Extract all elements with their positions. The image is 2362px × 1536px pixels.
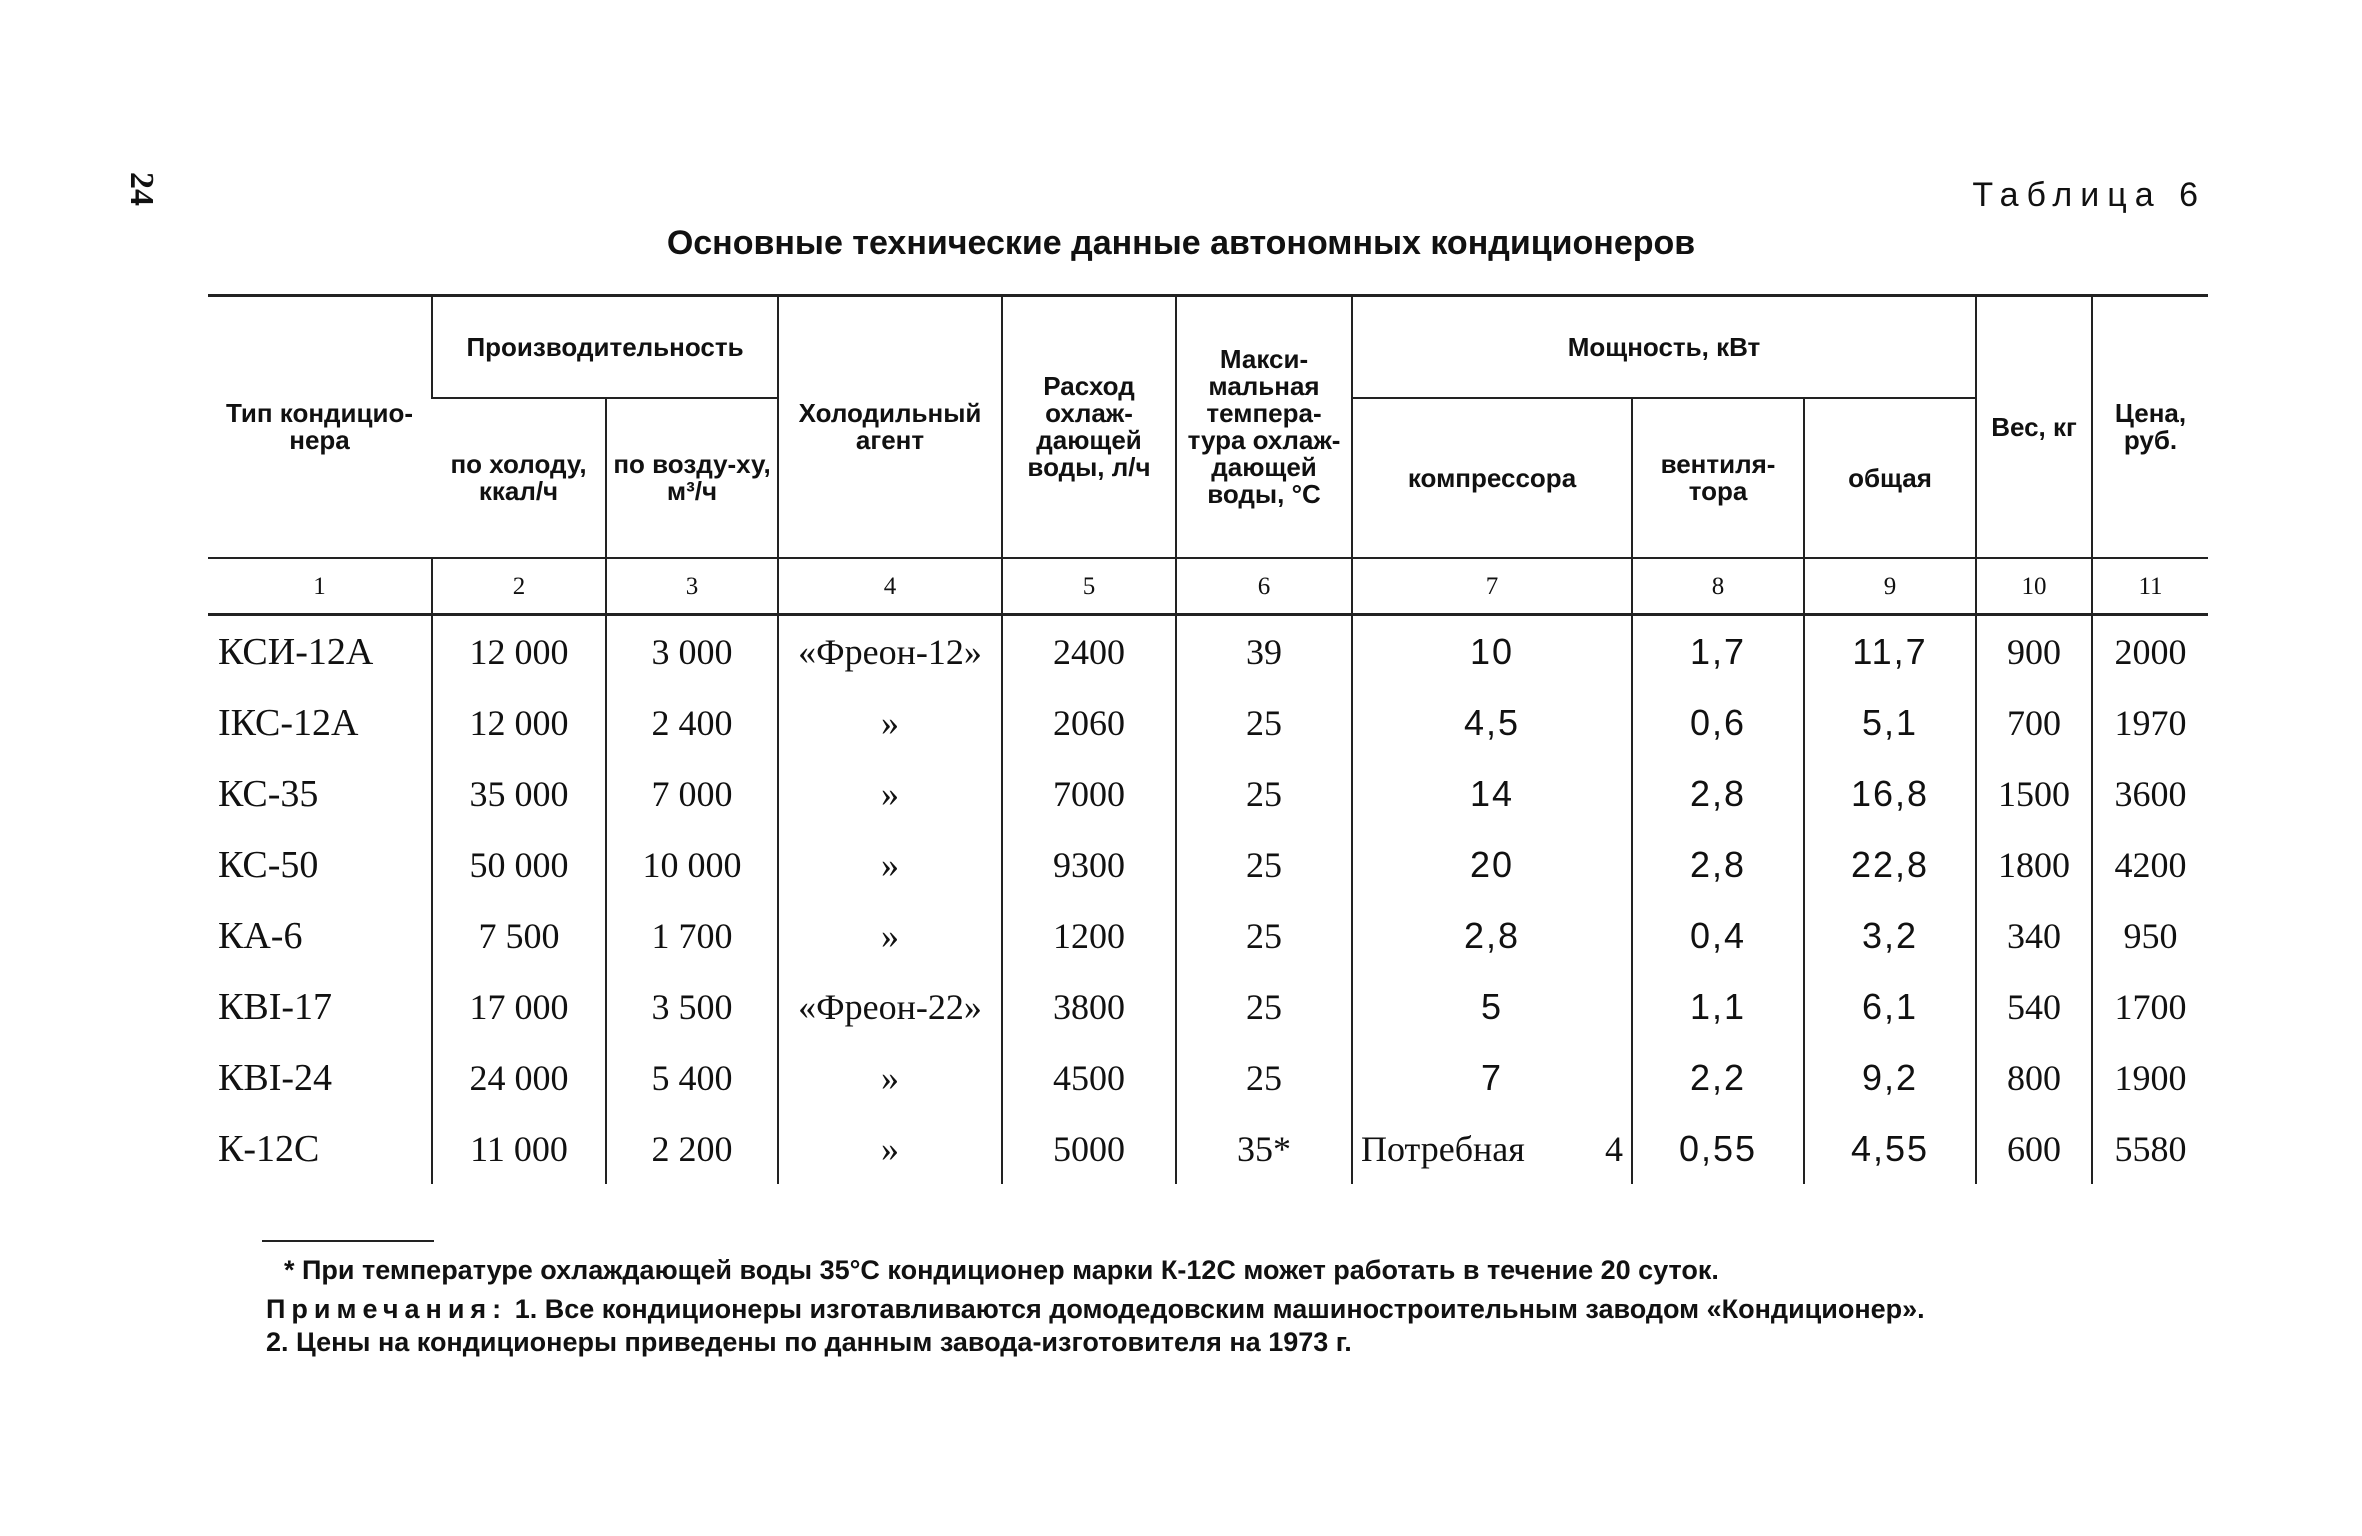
- cell-air: 3 500: [606, 971, 778, 1042]
- cell-weight: 1800: [1976, 829, 2092, 900]
- cell-total: 4,55: [1804, 1113, 1976, 1184]
- compressor-value: 7: [1481, 1056, 1504, 1098]
- cell-agent: »: [778, 1042, 1002, 1113]
- cell-type: IКС-12А: [218, 701, 359, 744]
- column-number: 6: [1176, 558, 1352, 615]
- column-number: 5: [1002, 558, 1176, 615]
- header-weight: Вес, кг: [1976, 296, 2092, 559]
- cell-water: 2060: [1002, 687, 1176, 758]
- cell-type: КВI-24: [218, 1056, 332, 1099]
- cell-air: 7 000: [606, 758, 778, 829]
- cell-total: 11,7: [1804, 615, 1976, 688]
- cell-weight: 700: [1976, 687, 2092, 758]
- cell-total: 16,8: [1804, 758, 1976, 829]
- compressor-value: 14: [1469, 772, 1515, 814]
- column-number: 1: [208, 558, 432, 615]
- cell-fan: 2,2: [1632, 1042, 1804, 1113]
- cell-total: 5,1: [1804, 687, 1976, 758]
- cell-temp: 25: [1176, 687, 1352, 758]
- cell-cold: 11 000: [432, 1113, 606, 1184]
- cell-price: 4200: [2092, 829, 2208, 900]
- cell-agent: »: [778, 758, 1002, 829]
- cell-air: 2 400: [606, 687, 778, 758]
- column-number: 10: [1976, 558, 2092, 615]
- cell-fan: 2,8: [1632, 829, 1804, 900]
- cell-air: 5 400: [606, 1042, 778, 1113]
- compressor-value: 4: [1605, 1128, 1624, 1169]
- cell-cold: 35 000: [432, 758, 606, 829]
- column-number: 3: [606, 558, 778, 615]
- cell-air: 2 200: [606, 1113, 778, 1184]
- cell-air: 10 000: [606, 829, 778, 900]
- cell-price: 1970: [2092, 687, 2208, 758]
- cell-temp: 25: [1176, 900, 1352, 971]
- cell-agent: «Фреон-22»: [778, 971, 1002, 1042]
- header-water: Расход охлаж-дающей воды, л/ч: [1002, 296, 1176, 559]
- cell-total: 6,1: [1804, 971, 1976, 1042]
- table-row: [208, 687, 2208, 758]
- cell-weight: 540: [1976, 971, 2092, 1042]
- column-number: 9: [1804, 558, 1976, 615]
- cell-water: 3800: [1002, 971, 1176, 1042]
- cell-fan: 0,55: [1632, 1113, 1804, 1184]
- cell-type: КВI-17: [218, 985, 332, 1028]
- header-price: Цена, руб.: [2092, 296, 2208, 559]
- footnote-divider: [262, 1240, 434, 1242]
- header-row-top: [208, 296, 2208, 399]
- table-row: [208, 971, 2208, 1042]
- header-agent: Холодильный агент: [778, 296, 1002, 559]
- header-total: общая: [1804, 398, 1976, 558]
- cell-cold: 12 000: [432, 615, 606, 688]
- note-2: 2. Цены на кондиционеры приведены по данным завода-изготовителя на 1973 г.: [266, 1327, 1352, 1357]
- cell-water: 5000: [1002, 1113, 1176, 1184]
- page-number: 24: [123, 172, 160, 206]
- cell-compressor: [1352, 829, 1632, 900]
- cell-cold: 7 500: [432, 900, 606, 971]
- cell-water: 9300: [1002, 829, 1176, 900]
- table-body: [208, 615, 2208, 1185]
- cell-compressor: [1352, 1042, 1632, 1113]
- cell-temp: 35*: [1176, 1113, 1352, 1184]
- cell-cold: 24 000: [432, 1042, 606, 1113]
- column-number: 4: [778, 558, 1002, 615]
- table-title: Основные технические данные автономных кондиционеров: [666, 224, 1696, 262]
- cell-fan: 0,4: [1632, 900, 1804, 971]
- cell-price: 950: [2092, 900, 2208, 971]
- cell-temp: 25: [1176, 758, 1352, 829]
- table-row: [208, 1113, 2208, 1184]
- cell-total: 22,8: [1804, 829, 1976, 900]
- table-row: [208, 758, 2208, 829]
- cell-cold: 12 000: [432, 687, 606, 758]
- cell-price: 1900: [2092, 1042, 2208, 1113]
- compressor-value: 20: [1469, 843, 1515, 885]
- column-number: 7: [1352, 558, 1632, 615]
- cell-air: 3 000: [606, 615, 778, 688]
- cell-water: 4500: [1002, 1042, 1176, 1113]
- cell-weight: 1500: [1976, 758, 2092, 829]
- specs-table: [208, 294, 2208, 1184]
- footnote: * При температуре охлаждающей воды 35°С кондиционер марки К-12С может работать в течение 20 суток.: [284, 1255, 1719, 1285]
- header-capacity: Производительность: [432, 296, 778, 399]
- cell-cold: 17 000: [432, 971, 606, 1042]
- cell-water: 7000: [1002, 758, 1176, 829]
- table-row: [208, 1042, 2208, 1113]
- table-row: [208, 615, 2208, 688]
- header-temp: Макси-мальная темпера-тура охлаж-дающей воды, °С: [1176, 296, 1352, 559]
- cell-weight: 600: [1976, 1113, 2092, 1184]
- table-row: [208, 900, 2208, 971]
- cell-temp: 25: [1176, 829, 1352, 900]
- cell-compressor: [1352, 900, 1632, 971]
- compressor-value: 10: [1469, 630, 1515, 672]
- header-air: по возду-ху, м³/ч: [606, 398, 778, 558]
- cell-compressor: [1352, 615, 1632, 688]
- note-line-1: [266, 1293, 2266, 1326]
- cell-type: КСИ-12А: [218, 630, 374, 673]
- cell-water: 1200: [1002, 900, 1176, 971]
- cell-weight: 900: [1976, 615, 2092, 688]
- cell-agent: »: [778, 1113, 1002, 1184]
- cell-total: 3,2: [1804, 900, 1976, 971]
- cell-price: 1700: [2092, 971, 2208, 1042]
- cell-compressor: [1352, 1113, 1632, 1184]
- cell-weight: 340: [1976, 900, 2092, 971]
- column-number-row: [208, 558, 2208, 615]
- compressor-value: 5: [1481, 985, 1504, 1027]
- cell-total: 9,2: [1804, 1042, 1976, 1113]
- cell-temp: 39: [1176, 615, 1352, 688]
- note-1: 1. Все кондиционеры изготавливаются домодедовским машиностроительным заводом «Кондиционер».: [514, 1294, 1925, 1324]
- cell-temp: 25: [1176, 1042, 1352, 1113]
- compressor-value: 2,8: [1463, 914, 1521, 956]
- cell-fan: 2,8: [1632, 758, 1804, 829]
- table-label: Таблица 6: [1972, 176, 2206, 214]
- cell-fan: 1,1: [1632, 971, 1804, 1042]
- cell-type: КА-6: [218, 914, 303, 957]
- column-number: 8: [1632, 558, 1804, 615]
- cell-agent: «Фреон-12»: [778, 615, 1002, 688]
- cell-fan: 1,7: [1632, 615, 1804, 688]
- cell-fan: 0,6: [1632, 687, 1804, 758]
- cell-price: 5580: [2092, 1113, 2208, 1184]
- header-type: Тип кондицио-нера: [208, 296, 432, 559]
- cell-type: КС-50: [218, 843, 319, 886]
- cell-compressor: [1352, 971, 1632, 1042]
- cell-water: 2400: [1002, 615, 1176, 688]
- header-compressor: компрессора: [1352, 398, 1632, 558]
- notes-label: Примечания:: [266, 1294, 508, 1324]
- cell-weight: 800: [1976, 1042, 2092, 1113]
- notes-block: [266, 1254, 2266, 1359]
- cell-compressor: [1352, 687, 1632, 758]
- cell-price: 2000: [2092, 615, 2208, 688]
- cell-air: 1 700: [606, 900, 778, 971]
- column-number: 2: [432, 558, 606, 615]
- cell-agent: »: [778, 829, 1002, 900]
- column-number: 11: [2092, 558, 2208, 615]
- compressor-value: 4,5: [1463, 701, 1521, 743]
- compressor-label: Потребная: [1361, 1128, 1525, 1169]
- cell-compressor: [1352, 758, 1632, 829]
- header-cold: по холоду, ккал/ч: [450, 449, 587, 506]
- cell-cold: 50 000: [432, 829, 606, 900]
- header-power: Мощность, кВт: [1352, 296, 1976, 399]
- table-row: [208, 829, 2208, 900]
- cell-type: КС-35: [218, 772, 319, 815]
- header-fan: вентиля-тора: [1632, 398, 1804, 558]
- cell-temp: 25: [1176, 971, 1352, 1042]
- cell-agent: »: [778, 687, 1002, 758]
- cell-agent: »: [778, 900, 1002, 971]
- cell-type: К-12С: [218, 1127, 320, 1170]
- cell-price: 3600: [2092, 758, 2208, 829]
